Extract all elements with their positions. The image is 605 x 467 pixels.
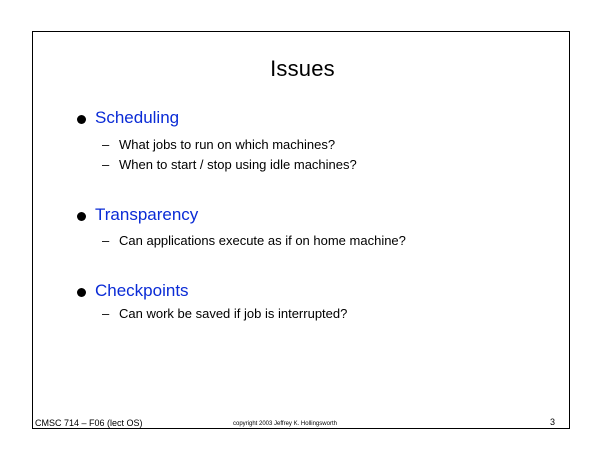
bullet-dot-icon bbox=[77, 212, 86, 221]
sub-dash: – bbox=[102, 233, 110, 248]
sub-dash: – bbox=[102, 306, 110, 321]
page-number: 3 bbox=[550, 417, 556, 427]
slide-title: Issues bbox=[270, 56, 335, 81]
bullet-heading: Scheduling bbox=[95, 108, 180, 127]
sub-item: When to start / stop using idle machines? bbox=[119, 157, 357, 172]
footer-copyright: copyright 2003 Jeffrey K. Hollingsworth bbox=[233, 421, 337, 427]
sub-item: Can work be saved if job is interrupted? bbox=[119, 306, 348, 321]
bullet-dot-icon bbox=[77, 115, 86, 124]
sub-dash: – bbox=[102, 137, 110, 152]
footer-course: CMSC 714 – F06 (lect OS) bbox=[35, 418, 143, 428]
bullet-heading: Transparency bbox=[95, 205, 199, 224]
slide-frame bbox=[32, 31, 570, 429]
sub-item: Can applications execute as if on home machine? bbox=[119, 233, 406, 248]
bullet-dot-icon bbox=[77, 288, 86, 297]
bullet-heading: Checkpoints bbox=[95, 281, 189, 300]
sub-dash: – bbox=[102, 157, 110, 172]
sub-item: What jobs to run on which machines? bbox=[119, 137, 336, 152]
